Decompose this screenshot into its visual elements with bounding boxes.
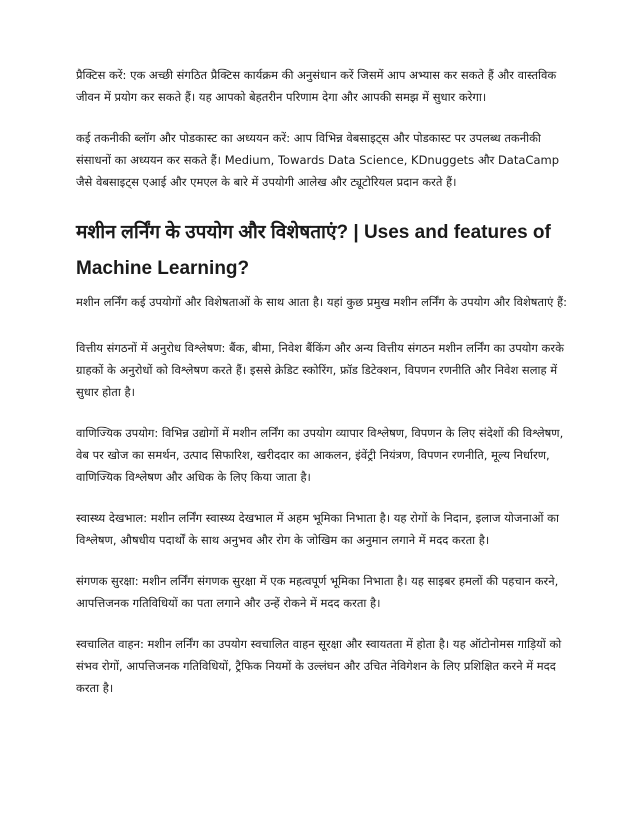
- section-heading: मशीन लर्निंग के उपयोग और विशेषताएं? | Uses and features of Machine Learning?: [76, 222, 551, 279]
- section-intro: मशीन लर्निंग कई उपयोगों और विशेषताओं के साथ आता है। यहां कुछ प्रमुख मशीन लर्निंग के उपयोग और विशेषताएं हैं:: [76, 295, 567, 309]
- autonomous-vehicles-paragraph: स्वचालित वाहन: मशीन लर्निंग का उपयोग स्वचालित वाहन सूरक्षा और स्वायतता में होता है। यह ऑटोनोमस गाड़ियों को संभव रोगों, आपत्तिजनक गतिविधियों, ट्रैफिक नियमों के उल्लंघन और उचित नेविगेशन के लिए प्रशिक्षित करने में मदद करता है।: [76, 637, 562, 695]
- healthcare-paragraph: स्वास्थ्य देखभाल: मशीन लर्निंग स्वास्थ्य देखभाल में अहम भूमिका निभाता है। यह रोगों के निदान, इलाज योजनाओं का विश्लेषण, औषधीय पदार्थों के साथ अनुभव और रोग के जोखिम का अनुमान लगाने में मदद करता है।: [76, 511, 559, 547]
- document-page: [76, 64, 576, 718]
- computer-security-paragraph: संगणक सुरक्षा: मशीन लर्निंग संगणक सुरक्षा में एक महत्वपूर्ण भूमिका निभाता है। यह साइबर हमलों की पहचान करने, आपत्तिजनक गतिविधियों का पता लगाने और उन्हें रोकने में मदद करता है।: [76, 574, 559, 610]
- practice-paragraph: प्रैक्टिस करें: एक अच्छी संगठित प्रैक्टिस कार्यक्रम की अनुसंधान करें जिसमें आप अभ्यास कर सकते हैं और वास्तविक जीवन में प्रयोग कर सकते हैं। यह आपको बेहतरीन परिणाम देगा और आपकी समझ में सुधार करेगा।: [76, 68, 557, 104]
- commercial-use-paragraph: वाणिज्यिक उपयोग: विभिन्न उद्योगों में मशीन लर्निंग का उपयोग व्यापार विश्लेषण, विपणन के लिए संदेशों की विश्लेषण, वेब पर खोज का समर्थन, उत्पाद सिफारिश, खरीददार का आकलन, इंवेंट्री नियंत्रण, विपणन रणनीति, मूल्य निर्धारण, वाणिज्यिक विश्लेषण और अधिक के लिए किया जाता है।: [76, 426, 564, 484]
- financial-analysis-paragraph: वित्तीय संगठनों में अनुरोध विश्लेषण: बैंक, बीमा, निवेश बैंकिंग और अन्य वित्तीय संगठन मशीन लर्निंग का उपयोग करके ग्राहकों के अनुरोधों को विश्लेषण करते हैं। इससे क्रेडिट स्कोरिंग, फ्रॉड डिटेक्शन, विपणन रणनीति और निवेश सलाह में सुधार होता है।: [76, 341, 564, 399]
- blogs-podcasts-paragraph: कई तकनीकी ब्लॉग और पोडकास्ट का अध्ययन करें: आप विभिन्न वेबसाइट्स और पोडकास्ट पर उपलब्ध तकनीकी संसाधनों का अध्ययन कर सकते हैं। Medium, Towards Data Science, KDnuggets और DataCamp जैसे वेबसाइट्स एआई और एमएल के बारे में उपयोगी आलेख और ट्यूटोरियल प्रदान करते हैं।: [76, 131, 559, 189]
